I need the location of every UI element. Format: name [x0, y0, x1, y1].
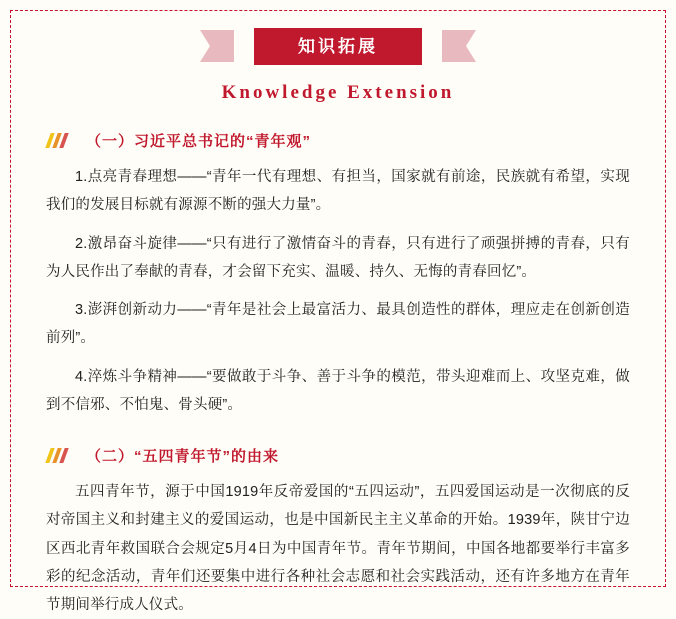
paragraph: 4.淬炼斗争精神——“要做敢于斗争、善于斗争的模范，带头迎难而上、攻坚克难，做到不信邪、不怕鬼、骨头硬”。 [46, 368, 630, 413]
section-title-text: （一）习近平总书记的“青年观” [86, 133, 312, 150]
banner-title-cn: 知识拓展 [254, 28, 422, 65]
paragraph: 2.激昂奋斗旋律——“只有进行了激情奋斗的青春，只有进行了顽强拼搏的青春，只有为人民作出了奉献的青春，才会留下充实、温暖、持久、无悔的青春回忆”。 [46, 235, 630, 280]
paragraph: 1.点亮青春理想——“青年一代有理想、有担当，国家就有前途，民族就有希望，实现我们的发展目标就有源源不断的强大力量”。 [46, 169, 630, 214]
title-banner [46, 24, 630, 68]
banner-title-en: Knowledge Extension [221, 82, 455, 103]
paragraph: 3.澎湃创新动力——“青年是社会上最富活力、最具创造性的群体，理应走在创新创造前列”。 [46, 302, 630, 347]
section-title-text: （二）“五四青年节”的由来 [86, 448, 280, 466]
banner-ribbon-tail-left [200, 30, 234, 62]
section-heading-1 [46, 130, 630, 151]
paragraph: 五四青年节，源于中国1919年反帝爱国的“五四运动”，五四爱国运动是一次彻底的反对帝国主义和封建主义的爱国运动，也是中国新民主主义革命的开始。1939年，陕甘宁边区西北青年救国联合会规定5月4日为中国青年节。青年节期间，中国各地都要举行丰富多彩的纪念活动，青年们还要集中进行各种社会志愿和社会实践活动，还有许多地方在青年节期间举行成人仪式。 [46, 484, 630, 614]
triple-slash-icon [46, 448, 72, 464]
banner-ribbon-tail-right [442, 30, 476, 62]
triple-slash-icon [46, 133, 72, 149]
section-heading-2 [46, 445, 630, 466]
